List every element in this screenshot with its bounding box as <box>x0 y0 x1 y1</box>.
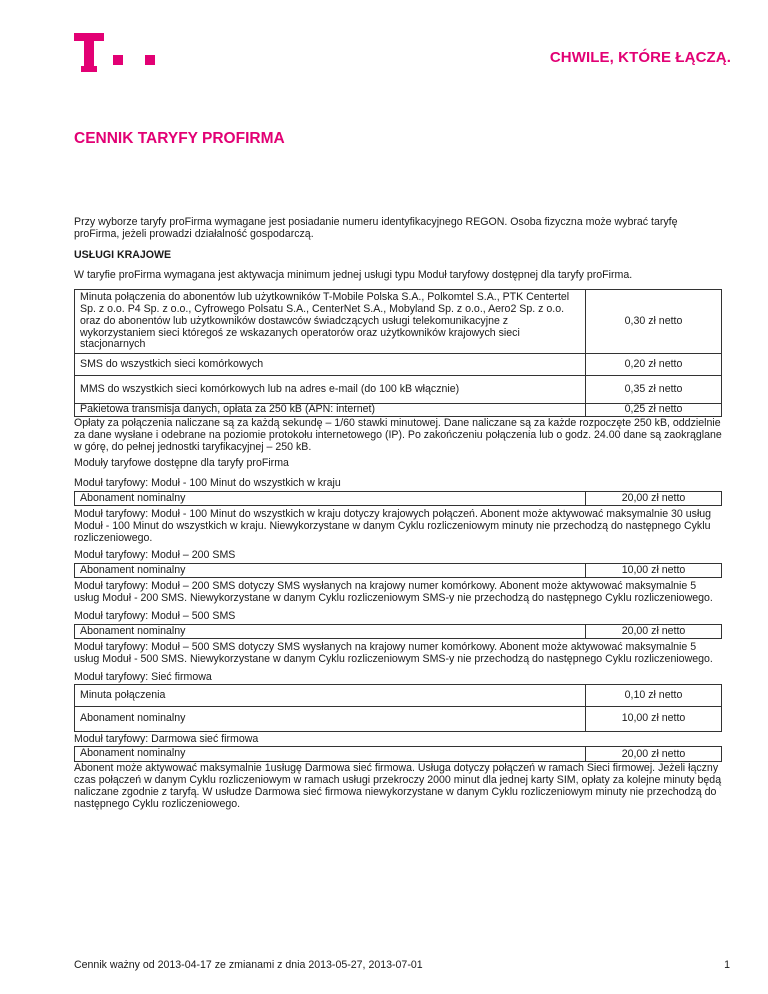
row-label: Minuta połączenia do abonentów lub użytkowników T-Mobile Polska S.A., Polkomtel S.A., PTK Centertel Sp. z o.o. P4 Sp. z o.o., Cyfrowego Polsatu S.A., CenterNet S.A., Mobyland Sp. z o.o., Aero2 Sp. z o.o. oraz do abonentów lub użytkowników dostawców świadczących usługi telekomunikacyjne z wykorzystaniem sieci któregoś ze wskazanych operatorów oraz użytkowników krajowych sieci stacjonarnych <box>75 290 586 354</box>
table-row <box>75 747 722 762</box>
row-label: Abonament nominalny <box>75 492 586 506</box>
row-label: Abonament nominalny <box>75 625 586 639</box>
module-note: Abonent może aktywować maksymalnie 1usługę Darmowa sieć firmowa. Usługa dotyczy połączeń w ramach Sieci firmowej. Jeżeli łączny czas połączeń w danym Cyklu rozliczeniowym w ramach usługi przekroczy 2000 minut dla jednej karty SIM, opłaty za kolejne minuty będą naliczane zgodnie z taryfą. W usłudze Darmowa sieć firmowa niewykorzystane w danym Cyklu rozliczeniowym minuty nie przechodzą do następnego Cyklu rozliczeniowego. <box>74 762 722 810</box>
modules-heading: Moduły taryfowe dostępne dla taryfy proFirma <box>74 457 289 469</box>
row-price: 0,25 zł netto <box>586 404 722 417</box>
table-row <box>75 404 722 417</box>
module-table <box>74 746 722 762</box>
row-price: 10,00 zł netto <box>586 707 722 732</box>
telekom-t-logo <box>74 33 104 72</box>
main-note: Opłaty za połączenia naliczane są za każdą sekundę – 1/60 stawki minutowej. Dane naliczane są za każde rozpoczęte 250 kB, oddzielnie za dane wysłane i odebrane na poziomie protokołu internetowego (IP). Po zakończeniu połączenia lub o godz. 24.00 dane są zaokrąglane w górę, do pełnej jednostki taryfikacyjnej – 250 kB. <box>74 417 722 453</box>
main-price-table <box>74 289 722 417</box>
module-heading: Moduł taryfowy: Moduł – 500 SMS <box>74 610 236 622</box>
module-table <box>74 684 722 732</box>
table-row <box>75 707 722 732</box>
table-row <box>75 376 722 404</box>
logo-foot <box>81 66 97 72</box>
row-price: 20,00 zł netto <box>586 625 722 639</box>
module-table <box>74 491 722 506</box>
module-heading: Moduł taryfowy: Darmowa sieć firmowa <box>74 733 259 745</box>
section-intro: W taryfie proFirma wymagana jest aktywacja minimum jednej usługi typu Moduł taryfowy dostępnej dla taryfy proFirma. <box>74 269 633 281</box>
table-row <box>75 492 722 506</box>
row-price: 0,30 zł netto <box>586 290 722 354</box>
row-price: 0,10 zł netto <box>586 685 722 707</box>
validity-footer: Cennik ważny od 2013-04-17 ze zmianami z dnia 2013-05-27, 2013-07-01 <box>74 959 423 971</box>
module-note: Moduł taryfowy: Moduł - 100 Minut do wszystkich w kraju dotyczy krajowych połączeń. Abonent może aktywować maksymalnie 30 usług Moduł - 100 Minut do wszystkich w kraju. Niewykorzystane w danym Cyklu rozliczeniowym minuty nie przechodzą do następnego Cyklu rozliczeniowego. <box>74 508 712 544</box>
brand-slogan: CHWILE, KTÓRE ŁĄCZĄ. <box>549 49 731 66</box>
logo-dot-1 <box>113 55 123 65</box>
module-heading: Moduł taryfowy: Moduł – 200 SMS <box>74 549 236 561</box>
row-label: MMS do wszystkich sieci komórkowych lub na adres e-mail (do 100 kB włącznie) <box>75 376 586 404</box>
module-table <box>74 563 722 578</box>
page-title: CENNIK TARYFY PROFIRMA <box>74 130 285 147</box>
row-price: 10,00 zł netto <box>586 564 722 578</box>
row-price: 0,35 zł netto <box>586 376 722 404</box>
table-row <box>75 625 722 639</box>
module-heading: Moduł taryfowy: Moduł - 100 Minut do wszystkich w kraju <box>74 477 341 489</box>
module-note: Moduł taryfowy: Moduł – 500 SMS dotyczy SMS wysłanych na krajowy numer komórkowy. Abonent może aktywować maksymalnie 5 usług Moduł - 500 SMS. Niewykorzystane w danym Cyklu rozliczeniowym SMS-y nie przechodzą do następnego Cyklu rozliczeniowego. <box>74 641 713 665</box>
module-table <box>74 624 722 639</box>
logo-dot-2 <box>145 55 155 65</box>
table-row <box>75 354 722 376</box>
table-row <box>75 564 722 578</box>
page-number: 1 <box>724 959 730 971</box>
row-label: Abonament nominalny <box>75 747 586 762</box>
row-price: 20,00 zł netto <box>586 492 722 506</box>
table-row <box>75 290 722 354</box>
row-label: Abonament nominalny <box>75 707 586 732</box>
row-label: Abonament nominalny <box>75 564 586 578</box>
row-label: Minuta połączenia <box>75 685 586 707</box>
module-heading: Moduł taryfowy: Sieć firmowa <box>74 671 212 683</box>
section-heading: USŁUGI KRAJOWE <box>74 249 172 261</box>
row-label: Pakietowa transmisja danych, opłata za 250 kB (APN: internet) <box>75 404 586 417</box>
intro-paragraph: Przy wyborze taryfy proFirma wymagane jest posiadanie numeru identyfikacyjnego REGON. Osoba fizyczna może wybrać taryfę proFirma, jeżeli prowadzi działalność gospodarczą. <box>74 216 678 240</box>
row-price: 20,00 zł netto <box>586 747 722 762</box>
module-note: Moduł taryfowy: Moduł – 200 SMS dotyczy SMS wysłanych na krajowy numer komórkowy. Abonent może aktywować maksymalnie 5 usług Moduł - 200 SMS. Niewykorzystane w danym Cyklu rozliczeniowym SMS-y nie przechodzą do następnego Cyklu rozliczeniowego. <box>74 580 713 604</box>
table-row <box>75 685 722 707</box>
row-price: 0,20 zł netto <box>586 354 722 376</box>
row-label: SMS do wszystkich sieci komórkowych <box>75 354 586 376</box>
